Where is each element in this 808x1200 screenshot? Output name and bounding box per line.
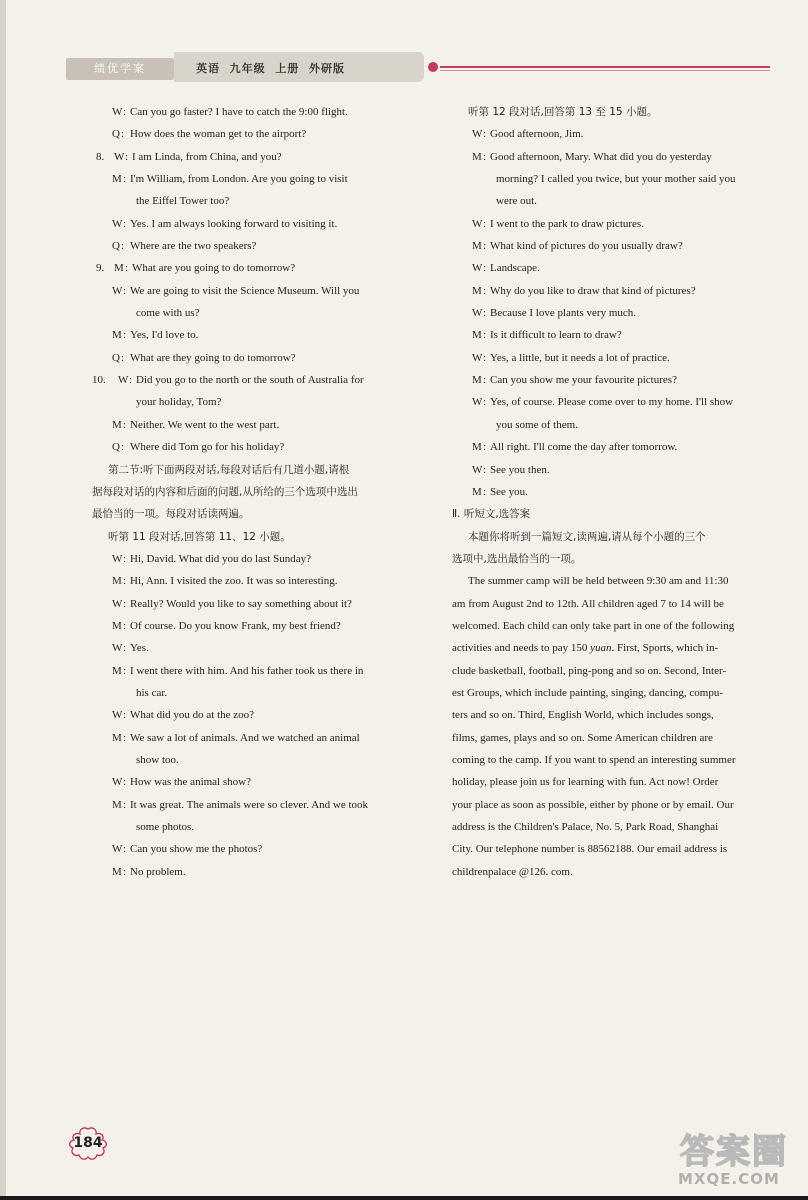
speaker-colon: : [125,150,129,163]
passage-line [452,838,770,860]
speaker-label: W [472,217,483,230]
header-rule [440,66,770,68]
speaker-colon: : [125,262,129,275]
speaker-colon: : [123,843,127,856]
dialogue-text: Did you go to the north or the south of Australia for [136,374,364,387]
watermark [668,1120,802,1196]
speaker-label: W [112,284,123,297]
passage-line [452,816,770,838]
text-line [452,548,770,570]
text-line [92,481,410,503]
speaker-colon: : [483,374,487,387]
dialogue-text: Neither. We went to the west part. [130,418,280,431]
speaker-colon: : [483,150,487,163]
page-number-badge [66,1126,110,1160]
speaker-label: W [472,128,483,141]
dialogue-line [452,123,770,145]
dialogue-text: What are you going to do tomorrow? [132,262,296,275]
dialogue-line [92,548,410,570]
passage-text: your place as soon as possible, either by phone or by email. Our [452,798,734,811]
dialogue-text: show too. [136,753,179,766]
dialogue-text: Yes. [130,642,149,655]
passage-text: address is the Children's Palace, No. 5, Park Road, Shanghai [452,821,719,833]
speaker-colon: : [123,418,127,431]
dialogue-text: Where did Tom go for his holiday? [130,441,285,454]
speaker-colon: : [483,284,487,297]
speaker-colon: : [483,351,487,364]
dialogue-line [92,704,410,726]
dialogue-line [92,347,410,369]
speaker-colon: : [123,173,127,186]
dialogue-text: What are they going to do tomorrow? [130,351,296,364]
speaker-colon: : [483,240,487,253]
dialogue-text: Really? Would you like to say something about it? [130,597,352,610]
speaker-label: Q [112,441,120,454]
speaker-label: W [472,262,483,275]
dialogue-text: I am Linda, from China, and you? [132,150,282,163]
watermark-url: MXQE.COM [678,1170,780,1188]
speaker-label: Q [112,128,120,141]
dialogue-text: Can you go faster? I have to catch the 9:00 flight. [130,106,348,118]
speaker-colon: : [483,485,487,498]
dialogue-line [92,660,410,682]
page-header [66,50,771,84]
dialogue-line [452,324,770,346]
dialogue-line [92,168,410,190]
speaker-colon: : [123,731,127,744]
dialogue-continuation [92,816,410,838]
dialogue-line [452,347,770,369]
speaker-label: M [472,240,482,253]
dialogue-text: were out. [496,195,537,208]
dialogue-text: the Eiffel Tower too? [136,195,230,208]
speaker-label: M [472,284,482,297]
dialogue-line [452,146,770,168]
instruction-line [92,526,410,548]
dialogue-text: Can you show me your favourite pictures? [490,374,677,387]
header-rule-thin [440,70,770,71]
speaker-label: M [112,619,122,632]
speaker-label: W [472,396,483,409]
passage-text: The summer camp will be held between 9:30 am and 11:30 [468,575,729,588]
dialogue-text: I went to the park to draw pictures. [490,217,644,230]
passage-text: coming to the camp. If you want to spend an interesting summer [452,753,736,766]
passage-text: est Groups, which include painting, singing, dancing, compu- [452,686,723,699]
passage-line [452,794,770,816]
instruction-text: 听第 11 段对话,回答第 11、12 小题。 [108,530,291,543]
item-number: 9. [96,262,105,275]
passage-line [452,593,770,615]
speaker-label: M [112,173,122,186]
passage-text: activities and needs to pay 150 [452,642,591,655]
dialogue-text: All right. I'll come the day after tomorrow. [490,441,678,454]
dialogue-line [92,414,410,436]
dialogue-text: Yes, a little, but it needs a lot of practice. [490,351,670,364]
speaker-colon: : [123,642,127,655]
speaker-label: W [112,552,123,565]
dialogue-line [92,213,410,235]
dialogue-line [92,727,410,749]
speaker-colon: : [483,329,487,342]
speaker-colon: : [123,776,127,789]
dialogue-text: some photos. [136,821,195,833]
dialogue-line [92,235,410,257]
dialogue-text: Yes, I'd love to. [130,329,199,342]
speaker-label: W [112,597,123,610]
dialogue-text: We are going to visit the Science Museum. Will you [130,284,360,297]
speaker-label: M [472,485,482,498]
dialogue-line [452,369,770,391]
speaker-colon: : [123,619,127,632]
speaker-label: W [114,150,125,163]
passage-line [452,727,770,749]
instruction-line [92,459,410,481]
speaker-label: W [112,106,123,118]
section-heading [452,503,770,525]
speaker-label: M [112,418,122,431]
dialogue-continuation [452,168,770,190]
left-column [92,101,410,883]
dialogue-line [92,101,410,123]
speaker-label: W [118,374,129,387]
dialogue-line [92,861,410,883]
dialogue-line [92,838,410,860]
speaker-label: W [112,843,123,856]
speaker-label: M [112,575,122,588]
dialogue-text: his car. [136,686,168,699]
speaker-colon: : [123,709,127,722]
speaker-colon: : [121,441,125,454]
item-number: 8. [96,150,105,163]
dialogue-line [92,794,410,816]
dialogue-text: We saw a lot of animals. And we watched an animal [130,731,360,744]
dialogue-line [92,146,410,168]
page-edge-bottom [0,1196,808,1200]
speaker-colon: : [121,351,125,364]
speaker-colon: : [129,374,133,387]
dialogue-line [452,481,770,503]
dialogue-line [92,369,410,391]
speaker-label: M [472,374,482,387]
passage-line [452,660,770,682]
speaker-label: W [112,709,123,722]
dialogue-line [92,615,410,637]
header-dot-icon [428,62,438,72]
passage-text: holiday, please join us for learning with fun. Act now! Order [452,776,719,789]
passage-text: welcomed. Each child can only take part in one of the following [452,619,735,632]
dialogue-text: See you then. [490,463,550,476]
speaker-label: M [472,150,482,163]
speaker-colon: : [123,597,127,610]
passage-text: clude basketball, football, ping-pong and so on. Second, Inter- [452,664,727,677]
dialogue-line [92,771,410,793]
passage-text: films, games, plays and so on. Some American children are [452,731,713,744]
speaker-label: M [114,262,124,275]
dialogue-text: Yes, of course. Please come over to my home. I'll show [490,396,734,409]
instruction-text: 听第 12 段对话,回答第 13 至 15 小题。 [468,106,658,118]
speaker-colon: : [123,575,127,588]
speaker-label: M [112,329,122,342]
page-edge-left [0,0,6,1200]
speaker-colon: : [123,664,127,677]
passage-line [452,749,770,771]
speaker-label: M [112,798,122,811]
dialogue-continuation [92,302,410,324]
dialogue-continuation [452,414,770,436]
text-line [92,503,410,525]
speaker-label: W [112,776,123,789]
speaker-colon: : [483,262,487,275]
dialogue-text: Landscape. [490,262,540,275]
dialogue-text: Yes. I am always looking forward to visiting it. [130,217,338,230]
dialogue-text: you some of them. [496,418,578,431]
passage-text: . First, Sports, which in- [611,642,719,655]
dialogue-text: Good afternoon, Jim. [490,128,584,141]
dialogue-line [452,391,770,413]
dialogue-text: your holiday, Tom? [136,396,222,409]
dialogue-line [92,570,410,592]
text-line [452,861,770,883]
speaker-colon: : [483,441,487,454]
dialogue-continuation [452,190,770,212]
dialogue-line [452,280,770,302]
page-number: 184 [73,1135,103,1151]
speaker-colon: : [483,396,487,409]
dialogue-line [92,257,410,279]
passage-line [452,771,770,793]
dialogue-line [452,459,770,481]
passage-line [452,704,770,726]
instruction-text: 本题你将听到一篇短文,读两遍,请从每个小题的三个 [468,530,706,543]
dialogue-line [452,436,770,458]
dialogue-text: Good afternoon, Mary. What did you do yesterday [490,150,712,163]
speaker-colon: : [123,798,127,811]
speaker-colon: : [483,463,487,476]
speaker-colon: : [483,128,487,141]
dialogue-continuation [92,749,410,771]
speaker-label: W [472,307,483,320]
dialogue-line [92,280,410,302]
dialogue-continuation [92,190,410,212]
dialogue-text: I'm William, from London. Are you going to visit [130,173,348,186]
speaker-label: W [112,217,123,230]
right-column [452,101,770,883]
dialogue-text: come with us? [136,307,200,320]
speaker-colon: : [121,240,125,253]
dialogue-line [452,302,770,324]
speaker-colon: : [123,865,127,878]
instruction-text: 第二节:听下面两段对话,每段对话后有几道小题,请根 [108,463,350,476]
speaker-label: M [472,329,482,342]
dialogue-line [92,593,410,615]
dialogue-continuation [92,391,410,413]
text-content: 据每段对话的内容和后面的问题,从所给的三个选项中选出 [92,485,358,498]
dialogue-text: Hi, Ann. I visited the zoo. It was so interesting. [130,575,338,588]
passage-text: am from August 2nd to 12th. All children aged 7 to 14 will be [452,597,724,610]
dialogue-text: Why do you like to draw that kind of pictures? [490,284,696,297]
dialogue-text: How does the woman get to the airport? [130,128,307,141]
speaker-label: W [112,642,123,655]
dialogue-line [92,123,410,145]
watermark-logo: 答案圈 [680,1132,788,1172]
instruction-line [452,101,770,123]
speaker-colon: : [121,128,125,141]
speaker-label: M [472,441,482,454]
dialogue-text: Is it difficult to learn to draw? [490,329,622,342]
speaker-colon: : [123,552,127,565]
instruction-line [452,526,770,548]
speaker-label: Q [112,351,120,364]
dialogue-continuation [92,682,410,704]
dialogue-line [452,257,770,279]
speaker-colon: : [123,106,127,118]
dialogue-text: What kind of pictures do you usually draw? [490,240,683,253]
passage-text: City. Our telephone number is 88562188. Our email address is [452,843,728,856]
dialogue-text: Because I love plants very much. [490,307,637,320]
speaker-colon: : [123,284,127,297]
dialogue-text: It was great. The animals were so clever. And we took [130,798,369,811]
speaker-label: W [472,351,483,364]
dialogue-text: I went there with him. And his father took us there in [130,664,364,677]
dialogue-text: Can you show me the photos? [130,843,263,856]
dialogue-text: How was the animal show? [130,776,251,789]
speaker-colon: : [483,307,487,320]
series-tab: 绩优学案 [66,58,174,80]
speaker-colon: : [123,217,127,230]
passage-line [452,637,770,659]
dialogue-text: What did you do at the zoo? [130,709,255,722]
passage-line [452,682,770,704]
dialogue-text: Of course. Do you know Frank, my best friend? [130,619,341,632]
passage-italic: yuan [590,642,612,655]
speaker-label: W [472,463,483,476]
item-number: 10. [92,374,106,387]
dialogue-text: Where are the two speakers? [130,240,257,253]
speaker-label: M [112,731,122,744]
dialogue-line [452,235,770,257]
speaker-label: Q [112,240,120,253]
speaker-label: M [112,865,122,878]
speaker-label: M [112,664,122,677]
passage-line [452,615,770,637]
dialogue-text: No problem. [130,865,186,878]
heading-text: Ⅱ. 听短文,选答案 [452,508,531,521]
dialogue-text: Hi, David. What did you do last Sunday? [130,552,311,565]
dialogue-text: morning? I called you twice, but your mother said you [496,173,736,186]
speaker-colon: : [123,329,127,342]
dialogue-text: See you. [490,485,528,498]
text-content: 选项中,选出最恰当的一项。 [452,552,582,565]
text-content: childrenpalace @126. com. [452,865,573,878]
dialogue-line [92,324,410,346]
dialogue-line [92,436,410,458]
dialogue-line [92,637,410,659]
book-title: 英语 九年级 上册 外研版 [196,62,345,75]
passage-line [452,570,770,592]
speaker-colon: : [483,217,487,230]
dialogue-line [452,213,770,235]
text-content: 最恰当的一项。每段对话读两遍。 [92,508,250,521]
passage-text: ters and so on. Third, English World, which includes songs, [452,709,714,722]
